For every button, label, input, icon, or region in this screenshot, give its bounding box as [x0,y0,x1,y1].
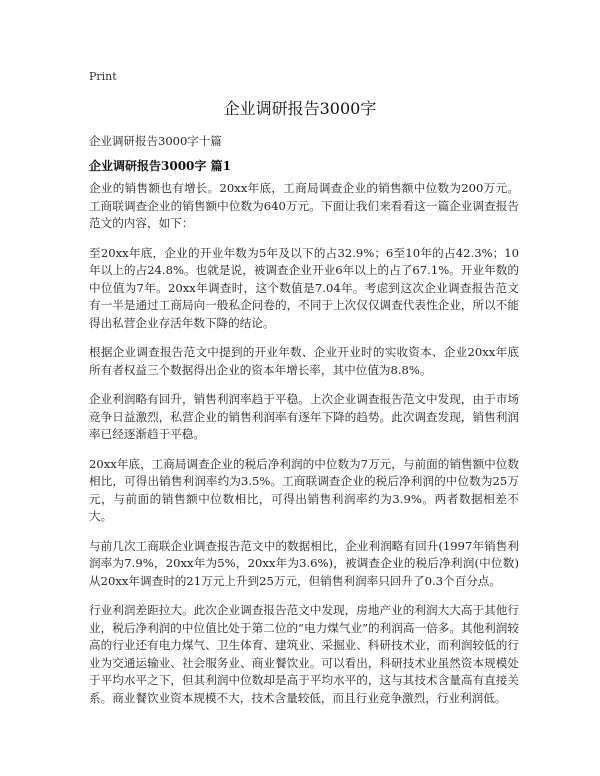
section-heading: 企业调研报告3000字 篇1 [89,159,231,173]
paragraph: 与前几次工商联企业调查报告范文中的数据相比，企业利润略有回升(1997年销售利润率为7.9%，20xx年为5%，20xx年为3.6%)，被调查企业的税后净利润(中位数)从20xx年调查时的21万元上升到25万元，但销售利润率只回升了0.3个百分点。 [89,538,519,588]
paragraph: 根据企业调查报告范文中提到的开业年数、企业开业时的实收资本、企业20xx年底所有者权益三个数据得出企业的资本年增长率，其中位值为8.8%。 [89,345,519,377]
page-title: 企业调研报告3000字 [223,99,377,118]
document-subtitle: 企业调研报告3000字十篇 [89,134,222,148]
paragraph: 至20xx年底，企业的开业年数为5年及以下的占32.9%；6至10年的占42.3%；10年以上的占24.8%。也就是说，被调查企业开业6年以上的占了67.1%。开业年数的中位值为7年。20xx年调查时，这个数值是7.04年。考虑到这次企业调查报告范文有一半是通过工商局向一般私企问卷的，不同于上次仅仅调查代表性企业，所以不能得出私营企业存活年数下降的结论。 [89,245,519,330]
paragraph: 企业的销售额也有增长。20xx年底，工商局调查企业的销售额中位数为200万元。工商联调查企业的销售额中位数为640万元。下面让我们来看看这一篇企业调查报告范文的内容，如下： [89,181,519,230]
print-label[interactable]: Print [89,70,117,83]
paragraph: 20xx年底，工商局调查企业的税后净利润的中位数为7万元，与前面的销售额中位数相比，可得出销售利润率约为3.5%。工商联调查企业的税后净利润的中位数为25万元，与前面的销售额中位数相比，可得出销售利润率约为3.9%。两者数据相差不大。 [89,456,519,523]
document-body [89,180,519,719]
paragraph: 企业利润略有回升，销售利润率趋于平稳。上次企业调查报告范文中发现，由于市场竞争日益激烈，私营企业的销售利润率有逐年下降的趋势。此次调查发现，销售利润率已经逐渐趋于平稳。 [89,392,519,441]
paragraph: 行业利润差距拉大。此次企业调查报告范文中发现，房地产业的利润大大高于其他行业，税后净利润的中位值比处于第二位的“电力煤气业”的利润高一倍多。其他利润较高的行业还有电力煤气、卫生体育、建筑业、采掘业、科研技术业，而利润较低的行业为交通运输业、社会服务业、商业餐饮业。可以看出，科研技术业虽然资本规模处于平均水平之下，但其利润中位数却是高于平均水平的，这与其技术含量高有直接关系。商业餐饮业资本规模不大，技术含量较低，而且行业竞争激烈，行业利润低。 [89,603,519,705]
